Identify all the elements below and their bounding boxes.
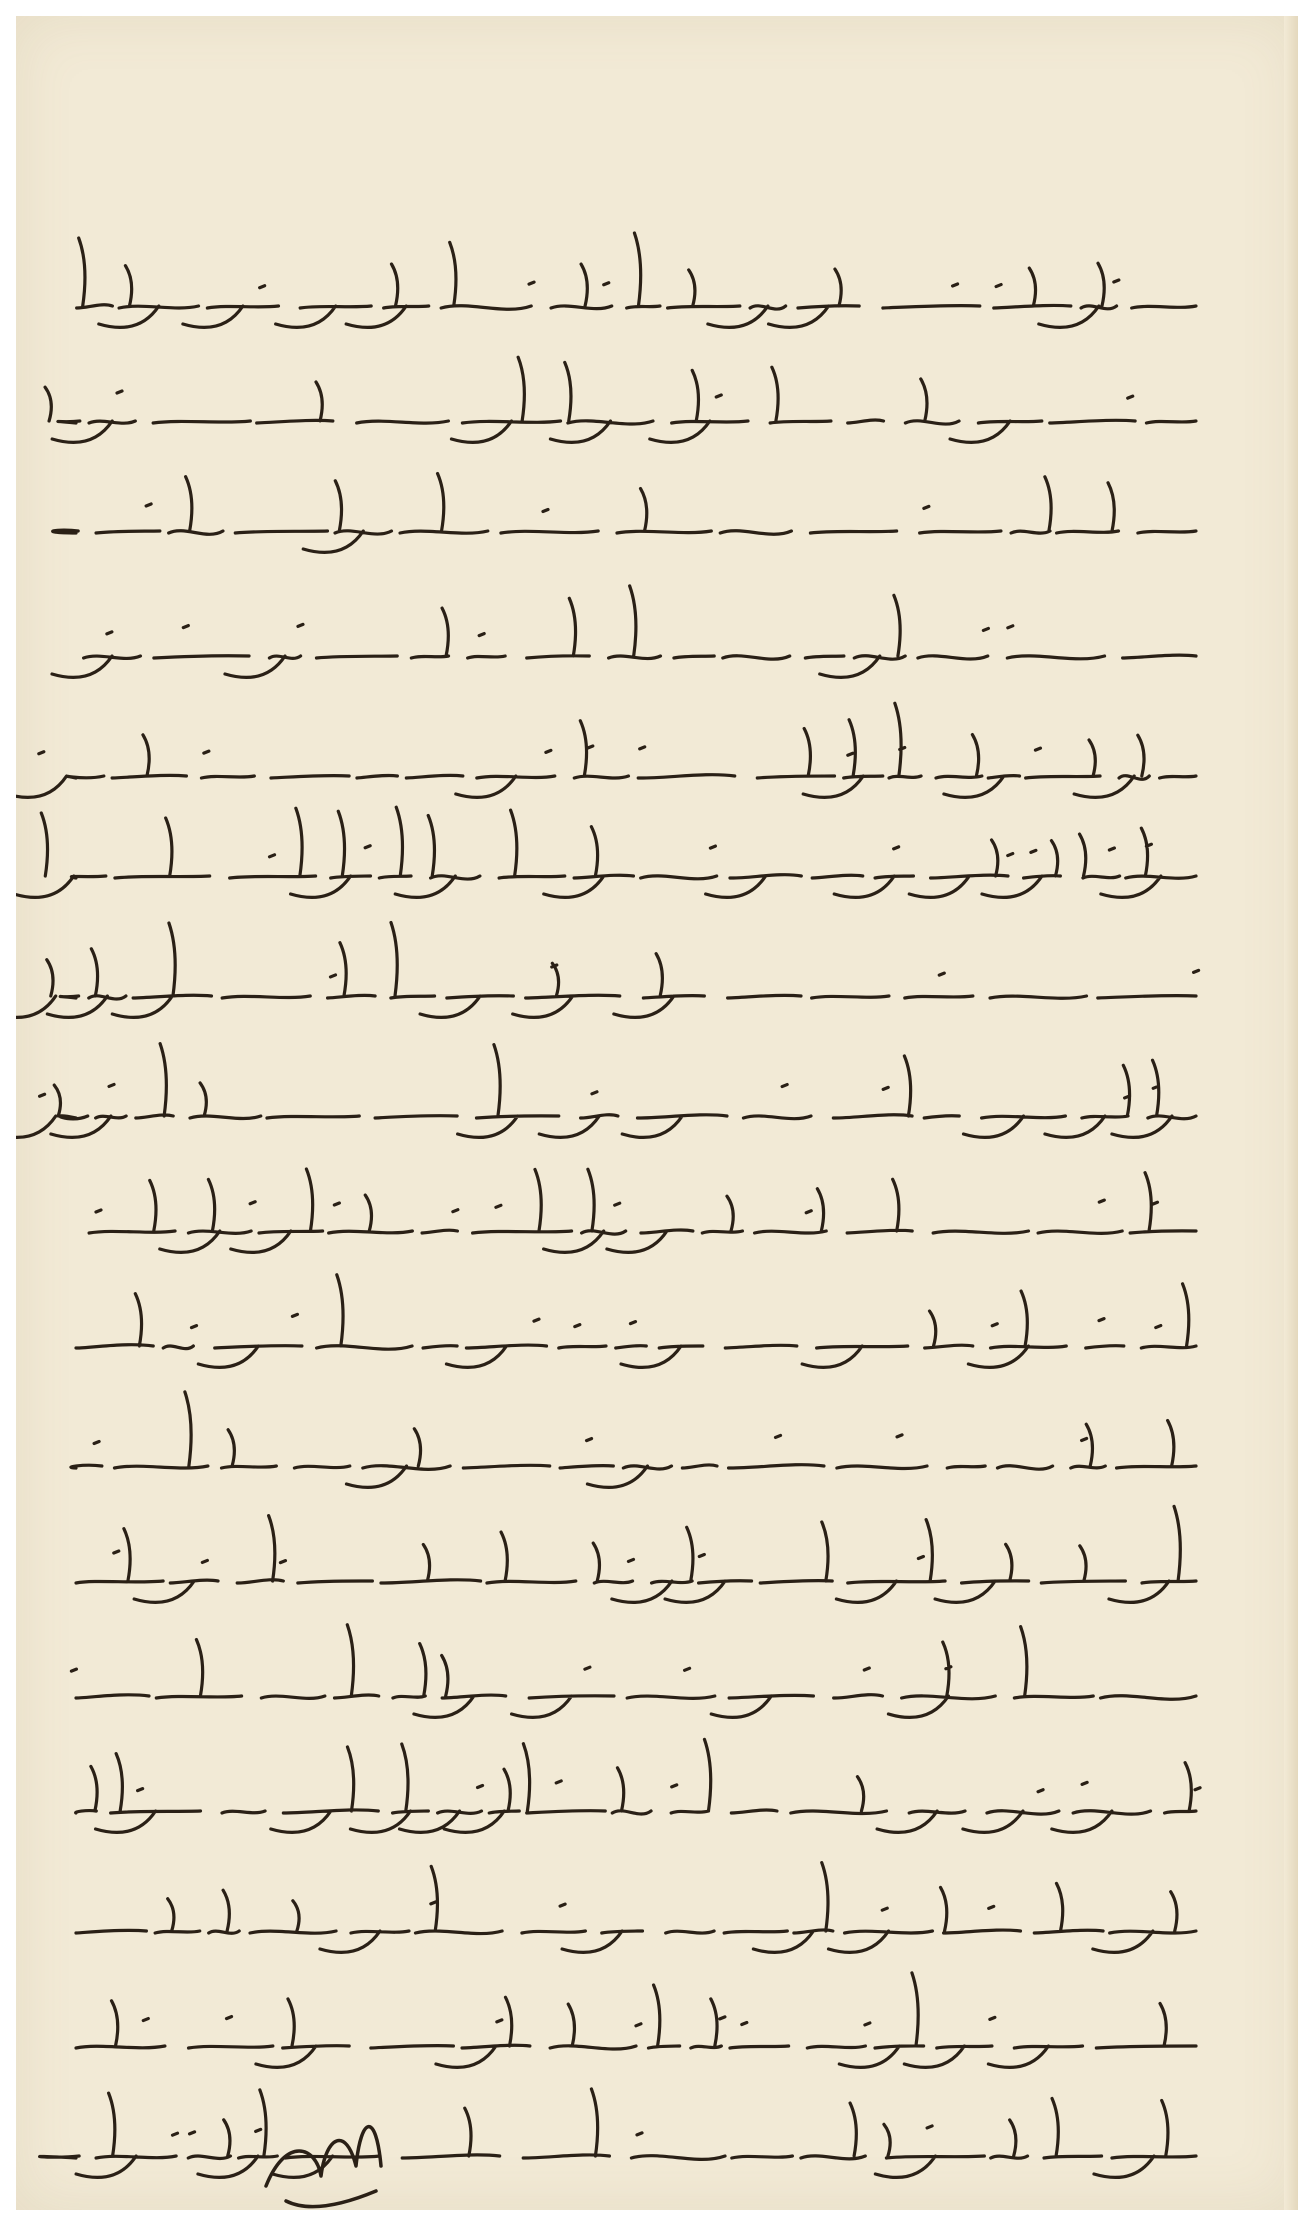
manuscript-line (53, 474, 1196, 553)
manuscript-line (71, 1392, 1196, 1487)
manuscript-line (76, 1506, 1196, 1602)
manuscript-line (76, 1275, 1196, 1368)
manuscript-line (76, 1973, 1196, 2068)
manuscript-line (76, 1739, 1200, 1832)
manuscript-line (16, 1044, 1196, 1138)
manuscript-line (16, 807, 1196, 897)
manuscript-line (45, 357, 1196, 442)
manuscript-line (16, 703, 1196, 797)
manuscript-line (77, 233, 1196, 327)
manuscript-page (16, 16, 1298, 2210)
manuscript-line (89, 1169, 1196, 1252)
manuscript-line (16, 923, 1199, 1018)
manuscript-line (76, 1863, 1196, 1953)
manuscript-line (52, 586, 1196, 678)
signature-mark (266, 2127, 381, 2207)
manuscript-line (71, 1625, 1196, 1718)
handwritten-text-block (16, 16, 1298, 2210)
manuscript-line (40, 2089, 1196, 2177)
